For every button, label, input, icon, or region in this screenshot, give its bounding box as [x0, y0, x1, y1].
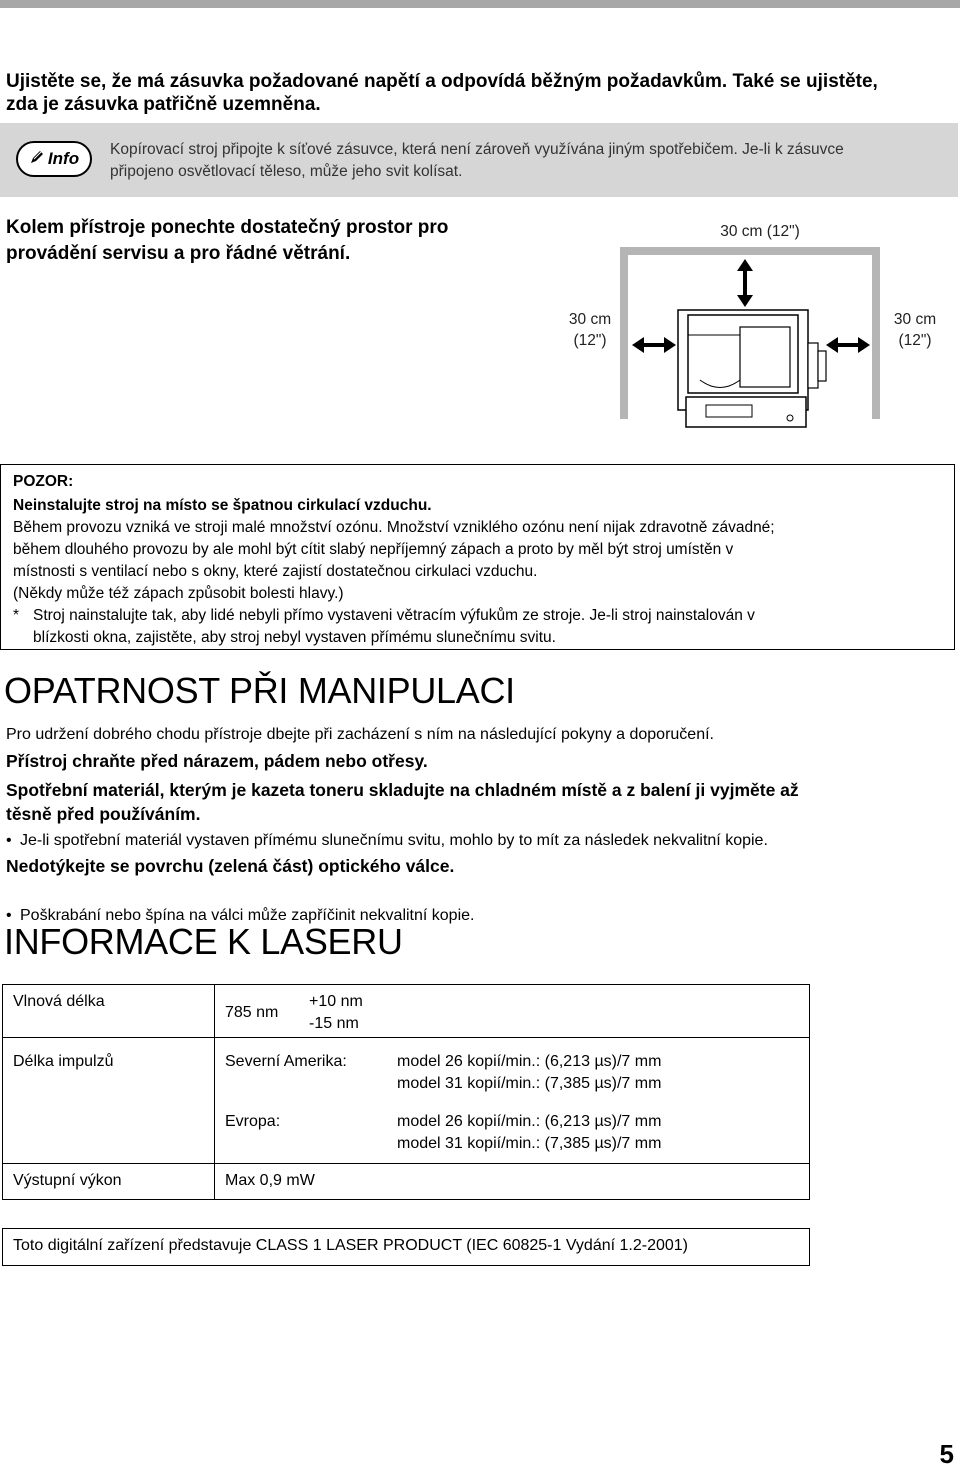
wavelength-value: 785 nm — [225, 1004, 279, 1021]
wavelength-minus: -15 nm — [309, 1015, 359, 1032]
north-america-model-26: model 26 kopií/min.: (6,213 µs)/7 mm — [397, 1053, 662, 1070]
wavelength-label: Vlnová délka — [13, 993, 105, 1010]
laser-class-text: Toto digitální zařízení představuje CLASS 1 LASER PRODUCT (IEC 60825-1 Vydání 1.2-2001) — [13, 1237, 689, 1254]
handling-title: OPATRNOST PŘI MANIPULACI — [4, 670, 515, 711]
space-line-1: Kolem přístroje ponechte dostatečný prostor pro — [6, 217, 449, 238]
left-clearance-value: 30 cm — [568, 311, 612, 328]
north-america-model-31: model 31 kopií/min.: (7,385 µs)/7 mm — [397, 1075, 662, 1092]
top-rule — [0, 0, 960, 8]
handling-shock: Přístroj chraňte před nárazem, pádem nebo otřesy. — [6, 751, 428, 771]
caution-note-star: * — [13, 607, 20, 624]
clearance-diagram — [560, 215, 950, 440]
handling-bullet-sunlight: • Je-li spotřební materiál vystaven přímému slunečnímu svitu, mohlo by to mít za následek nekvalitní kopie. — [4, 830, 960, 852]
caution-note — [13, 605, 775, 649]
handling-intro: Pro udržení dobrého chodu přístroje dbejte při zacházení s ním na následující pokyny a doporučení. — [6, 726, 714, 743]
right-clearance-label — [885, 309, 945, 351]
right-wall — [872, 247, 880, 419]
caution-box — [0, 464, 955, 650]
page-number: 5 — [939, 1439, 954, 1469]
intro-line-2: zda je zásuvka patřičně uzemněna. — [6, 94, 321, 115]
wavelength-plus: +10 nm — [309, 993, 363, 1010]
pencil-icon — [29, 149, 45, 170]
top-clearance-label: 30 cm (12") — [720, 223, 800, 240]
north-america-label: Severní Amerika: — [225, 1053, 347, 1070]
laser-class-box — [2, 1228, 810, 1266]
space-line-2: provádění servisu a pro řádné větrání. — [6, 243, 351, 264]
caution-p4: (Někdy může též zápach způsobit bolesti hlavy.) — [13, 585, 344, 602]
pulse-label: Délka impulzů — [13, 1053, 114, 1070]
info-line-2: připojeno osvětlovací těleso, může jeho svit kolísat. — [110, 163, 463, 180]
back-wall — [620, 247, 880, 255]
laser-title: INFORMACE K LASERU — [4, 921, 403, 962]
caution-note-line-1: Stroj nainstalujte tak, aby lidé nebyli přímo vystaveni větracím výfukům ze stroje. Je-li stroj nainstalován v — [33, 607, 755, 624]
europe-label: Evropa: — [225, 1113, 281, 1130]
right-clearance-value: 30 cm — [893, 311, 937, 328]
intro-line-1: Ujistěte se, že má zásuvka požadované napětí a odpovídá běžným požadavkům. Také se ujistěte, — [6, 71, 878, 92]
handling-toner-line-2: těsně před používáním. — [6, 804, 201, 824]
caution-title: POZOR: — [13, 473, 74, 490]
info-text — [110, 139, 844, 183]
caution-heading: Neinstalujte stroj na místo se špatnou cirkulací vzduchu. — [13, 497, 432, 514]
info-badge-label: Info — [47, 149, 80, 168]
info-badge — [16, 141, 92, 177]
caution-p1: Během provozu vzniká ve stroji malé množství ozónu. Množství vzniklého ozónu není nijak zdravotně závadné; — [13, 519, 775, 536]
caution-p2: během dlouhého provozu by ale mohl být cítit slabý nepříjemný zápach a proto by měl být stroj umístěn v — [13, 541, 734, 558]
handling-toner-line-1: Spotřební materiál, kterým je kazeta toneru skladujte na chladném místě a z balení ji vyjměte až — [6, 780, 799, 800]
caution-p3: místnosti s ventilací nebo s okny, které zajistí dostatečnou cirkulaci vzduchu. — [13, 563, 538, 580]
power-label: Výstupní výkon — [13, 1172, 122, 1189]
europe-model-31: model 31 kopií/min.: (7,385 µs)/7 mm — [397, 1135, 662, 1152]
left-clearance-inches: (12") — [573, 332, 607, 349]
info-box — [0, 123, 958, 197]
handling-drum: Nedotýkejte se povrchu (zelená část) optického válce. — [6, 856, 455, 876]
europe-model-26: model 26 kopií/min.: (6,213 µs)/7 mm — [397, 1113, 662, 1130]
caution-note-line-2: blízkosti okna, zajistěte, aby stroj nebyl vystaven přímému slunečnímu svitu. — [33, 629, 556, 646]
laser-table — [2, 984, 810, 1200]
left-wall — [620, 247, 628, 419]
power-value: Max 0,9 mW — [225, 1172, 315, 1189]
handling-bullet-scratch: • Poškrabání nebo špína na válci může zapříčinit nekvalitní kopie. — [4, 905, 960, 927]
info-line-1: Kopírovací stroj připojte k síťové zásuvce, která není zároveň využívána jiným spotřebičem. Je-li k zásuvce — [110, 141, 844, 158]
left-clearance-label — [560, 309, 620, 351]
right-clearance-inches: (12") — [898, 332, 932, 349]
